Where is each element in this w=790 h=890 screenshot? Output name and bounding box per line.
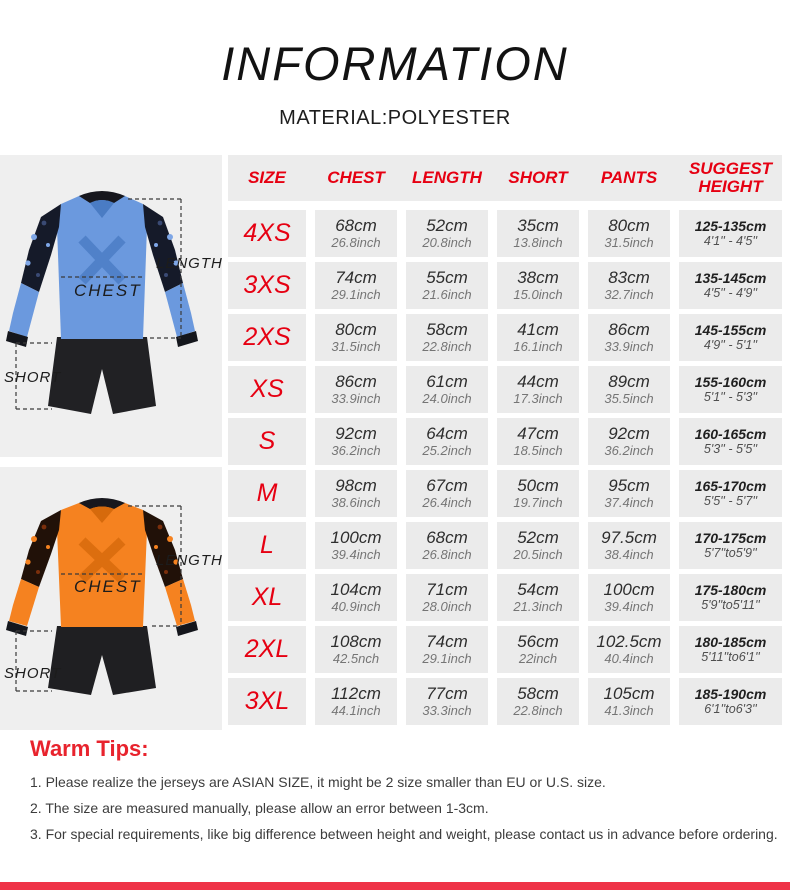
header-short: SHORT xyxy=(508,168,568,188)
size-cell: M xyxy=(228,470,306,517)
suggest-height-cell xyxy=(679,470,782,517)
short-cell xyxy=(497,366,579,413)
length-inch-value: 21.6inch xyxy=(422,286,472,302)
pants-inch-value: 35.5inch xyxy=(604,390,654,406)
chest-cm-value: 98cm xyxy=(335,476,377,496)
length-inch-value: 22.8inch xyxy=(422,338,472,354)
height-range-value: 155-160cm xyxy=(694,373,767,390)
pants-inch-value: 33.9inch xyxy=(604,338,654,354)
size-chart-body xyxy=(228,210,782,725)
suggest-height-cell xyxy=(679,210,782,257)
pants-cm-value: 89cm xyxy=(608,372,650,392)
pants-inch-value: 36.2inch xyxy=(604,442,654,458)
chest-cell xyxy=(315,366,397,413)
chest-inch-value: 36.2inch xyxy=(331,442,381,458)
short-cell xyxy=(497,210,579,257)
height-range-value: 165-170cm xyxy=(694,477,767,494)
chest-inch-value: 26.8inch xyxy=(331,234,381,250)
length-inch-value: 20.8inch xyxy=(422,234,472,250)
pants-cm-value: 80cm xyxy=(608,216,650,236)
length-cell xyxy=(406,262,488,309)
suggest-height-cell xyxy=(679,262,782,309)
pants-cell xyxy=(588,574,670,621)
chest-inch-value: 38.6inch xyxy=(331,494,381,510)
length-cm-value: 74cm xyxy=(426,632,468,652)
short-cell xyxy=(497,418,579,465)
suggest-height-cell xyxy=(679,366,782,413)
chest-cm-value: 108cm xyxy=(330,632,382,652)
length-measure-label: LENGTH xyxy=(156,255,223,272)
height-range-value: 185-190cm xyxy=(694,685,767,702)
length-cell xyxy=(406,678,488,725)
header-chest: CHEST xyxy=(327,168,385,188)
pants-cm-value: 97.5cm xyxy=(601,528,657,548)
suggest-height-cell xyxy=(679,314,782,361)
length-cm-value: 67cm xyxy=(426,476,468,496)
pants-inch-value: 38.4inch xyxy=(604,546,654,562)
header-suggest-height: SUGGEST HEIGHT xyxy=(688,159,773,196)
pants-cell xyxy=(588,210,670,257)
short-cell xyxy=(497,470,579,517)
chest-inch-value: 39.4inch xyxy=(331,546,381,562)
chest-cm-value: 100cm xyxy=(330,528,382,548)
length-cell xyxy=(406,574,488,621)
length-cell xyxy=(406,366,488,413)
length-cell xyxy=(406,470,488,517)
short-cell xyxy=(497,262,579,309)
pants-cell xyxy=(588,678,670,725)
orange-jersey-graphic xyxy=(0,467,222,730)
suggest-height-cell xyxy=(679,522,782,569)
short-cm-value: 56cm xyxy=(517,632,559,652)
length-cm-value: 61cm xyxy=(426,372,468,392)
chest-cm-value: 92cm xyxy=(335,424,377,444)
pants-cm-value: 105cm xyxy=(603,684,655,704)
short-inch-value: 21.3inch xyxy=(513,598,563,614)
short-cm-value: 35cm xyxy=(517,216,559,236)
size-cell: 3XS xyxy=(228,262,306,309)
chest-inch-value: 42.5nch xyxy=(332,650,380,666)
short-inch-value: 17.3inch xyxy=(513,390,563,406)
length-cm-value: 64cm xyxy=(426,424,468,444)
length-inch-value: 33.3inch xyxy=(422,702,472,718)
length-inch-value: 28.0inch xyxy=(422,598,472,614)
short-inch-value: 22inch xyxy=(518,650,558,666)
header-size: SIZE xyxy=(248,168,286,188)
suggest-height-cell xyxy=(679,678,782,725)
chest-cell xyxy=(315,418,397,465)
short-measure-label: SHORT xyxy=(4,369,62,386)
chest-cm-value: 74cm xyxy=(335,268,377,288)
height-feet-value: 4'1'' - 4'5'' xyxy=(703,234,758,249)
length-inch-value: 26.8inch xyxy=(422,546,472,562)
size-cell: L xyxy=(228,522,306,569)
short-inch-value: 16.1inch xyxy=(513,338,563,354)
short-cm-value: 50cm xyxy=(517,476,559,496)
warm-tip-1: 1. Please realize the jerseys are ASIAN SIZE, it might be 2 size smaller than EU or U.S. size. xyxy=(30,774,606,790)
warm-tips-section xyxy=(30,736,786,852)
size-cell: 2XL xyxy=(228,626,306,673)
length-cell xyxy=(406,626,488,673)
height-feet-value: 5'11''to6'1'' xyxy=(701,650,760,665)
short-cell xyxy=(497,522,579,569)
length-cm-value: 52cm xyxy=(426,216,468,236)
length-measure-label: LENGTH xyxy=(156,552,223,569)
length-cell xyxy=(406,522,488,569)
short-cm-value: 38cm xyxy=(517,268,559,288)
height-feet-value: 5'5'' - 5'7'' xyxy=(703,494,758,509)
size-cell: 4XS xyxy=(228,210,306,257)
size-cell: XS xyxy=(228,366,306,413)
pants-cell xyxy=(588,262,670,309)
pants-inch-value: 32.7inch xyxy=(604,286,654,302)
short-inch-value: 18.5inch xyxy=(513,442,563,458)
pants-inch-value: 40.4inch xyxy=(604,650,654,666)
chest-inch-value: 40.9inch xyxy=(331,598,381,614)
pants-cm-value: 102.5cm xyxy=(596,632,662,652)
length-inch-value: 26.4inch xyxy=(422,494,472,510)
chest-inch-value: 29.1inch xyxy=(331,286,381,302)
header-length: LENGTH xyxy=(412,168,482,188)
chest-cell xyxy=(315,626,397,673)
height-range-value: 180-185cm xyxy=(694,633,767,650)
chest-cell xyxy=(315,262,397,309)
length-inch-value: 29.1inch xyxy=(422,650,472,666)
height-range-value: 160-165cm xyxy=(694,425,767,442)
length-cell xyxy=(406,418,488,465)
chest-cm-value: 80cm xyxy=(335,320,377,340)
short-cm-value: 54cm xyxy=(517,580,559,600)
chest-measure-label: CHEST xyxy=(74,281,142,300)
chest-cm-value: 86cm xyxy=(335,372,377,392)
suggest-height-cell xyxy=(679,626,782,673)
height-feet-value: 4'5'' - 4'9'' xyxy=(703,286,758,301)
short-cm-value: 58cm xyxy=(517,684,559,704)
chest-cm-value: 112cm xyxy=(331,684,381,704)
pants-cm-value: 86cm xyxy=(608,320,650,340)
chest-cell xyxy=(315,574,397,621)
short-cm-value: 47cm xyxy=(517,424,559,444)
height-feet-value: 6'1''to6'3'' xyxy=(704,702,757,717)
short-measure-label: SHORT xyxy=(4,665,62,682)
pants-cell xyxy=(588,418,670,465)
pants-cell xyxy=(588,314,670,361)
pants-cell xyxy=(588,522,670,569)
pants-cell xyxy=(588,366,670,413)
height-range-value: 145-155cm xyxy=(694,321,767,338)
height-feet-value: 5'9''to5'11'' xyxy=(701,598,760,613)
bottom-accent-bar xyxy=(0,882,790,890)
suggest-height-cell xyxy=(679,418,782,465)
short-inch-value: 22.8inch xyxy=(513,702,563,718)
chest-inch-value: 33.9inch xyxy=(331,390,381,406)
length-cell xyxy=(406,210,488,257)
pants-cm-value: 83cm xyxy=(608,268,650,288)
page-title: INFORMATION xyxy=(221,37,569,90)
chest-cell xyxy=(315,470,397,517)
length-inch-value: 25.2inch xyxy=(422,442,472,458)
pants-cell xyxy=(588,626,670,673)
short-cell xyxy=(497,678,579,725)
product-photo-orange-kit xyxy=(0,467,222,730)
length-cm-value: 77cm xyxy=(426,684,468,704)
chest-cell xyxy=(315,678,397,725)
length-cm-value: 58cm xyxy=(426,320,468,340)
chest-measure-label: CHEST xyxy=(74,577,142,596)
material-subtitle: MATERIAL:POLYESTER xyxy=(279,107,511,129)
short-cell xyxy=(497,626,579,673)
chest-cell xyxy=(315,522,397,569)
chest-cell xyxy=(315,210,397,257)
chest-cm-value: 68cm xyxy=(335,216,377,236)
chest-cm-value: 104cm xyxy=(330,580,382,600)
length-cm-value: 71cm xyxy=(426,580,468,600)
product-photo-blue-kit xyxy=(0,155,222,457)
short-cm-value: 52cm xyxy=(517,528,559,548)
height-range-value: 135-145cm xyxy=(694,269,767,286)
height-range-value: 170-175cm xyxy=(694,529,767,546)
short-inch-value: 20.5inch xyxy=(513,546,563,562)
length-cell xyxy=(406,314,488,361)
short-cm-value: 44cm xyxy=(517,372,559,392)
pants-cell xyxy=(588,470,670,517)
height-feet-value: 4'9'' - 5'1'' xyxy=(703,338,758,353)
suggest-height-cell xyxy=(679,574,782,621)
size-cell: XL xyxy=(228,574,306,621)
warm-tips-heading: Warm Tips: xyxy=(30,736,149,761)
chest-inch-value: 31.5inch xyxy=(331,338,381,354)
short-inch-value: 19.7inch xyxy=(513,494,563,510)
short-cell xyxy=(497,574,579,621)
pants-cm-value: 95cm xyxy=(608,476,650,496)
warm-tip-2: 2. The size are measured manually, please allow an error between 1-3cm. xyxy=(30,800,489,816)
short-cm-value: 41cm xyxy=(517,320,559,340)
pants-inch-value: 39.4inch xyxy=(604,598,654,614)
short-cell xyxy=(497,314,579,361)
height-range-value: 175-180cm xyxy=(694,581,767,598)
size-cell: S xyxy=(228,418,306,465)
length-inch-value: 24.0inch xyxy=(422,390,472,406)
pants-inch-value: 41.3inch xyxy=(604,702,654,718)
height-range-value: 125-135cm xyxy=(694,217,767,234)
height-feet-value: 5'1'' - 5'3'' xyxy=(703,390,758,405)
size-cell: 2XS xyxy=(228,314,306,361)
header-pants: PANTS xyxy=(600,168,658,188)
size-chart-header xyxy=(228,155,782,201)
blue-jersey-graphic xyxy=(0,155,222,457)
length-cm-value: 68cm xyxy=(426,528,468,548)
chest-inch-value: 44.1inch xyxy=(331,702,381,718)
short-inch-value: 13.8inch xyxy=(513,234,563,250)
chest-cell xyxy=(315,314,397,361)
warm-tip-3: 3. For special requirements, like big difference between height and weight, please contact us in advance before ordering. xyxy=(30,826,778,842)
height-feet-value: 5'7''to5'9'' xyxy=(704,546,757,561)
pants-inch-value: 31.5inch xyxy=(604,234,654,250)
height-feet-value: 5'3'' - 5'5'' xyxy=(703,442,758,457)
length-cm-value: 55cm xyxy=(426,268,468,288)
pants-cm-value: 92cm xyxy=(608,424,650,444)
size-cell: 3XL xyxy=(228,678,306,725)
pants-cm-value: 100cm xyxy=(603,580,655,600)
short-inch-value: 15.0inch xyxy=(513,286,563,302)
pants-inch-value: 37.4inch xyxy=(604,494,654,510)
